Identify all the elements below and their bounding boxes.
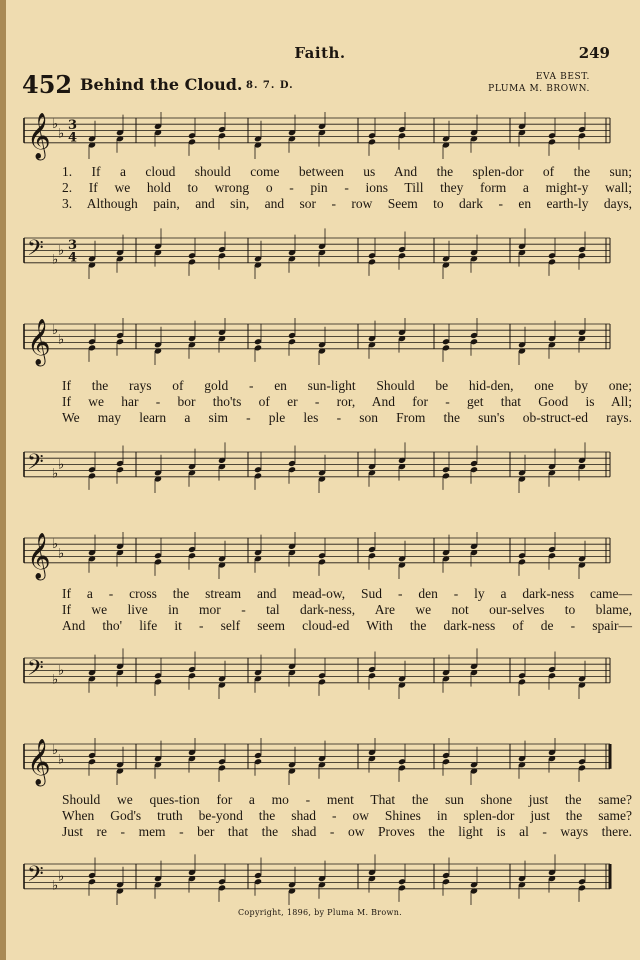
flat-icon: ♭ <box>58 546 65 562</box>
treble-staff <box>22 318 614 370</box>
flat-icon: ♭ <box>58 243 65 259</box>
bass-staff <box>22 438 614 498</box>
flat-icon: ♭ <box>52 672 59 688</box>
treble-staff <box>22 532 614 584</box>
lyrics-block <box>62 792 632 840</box>
music-system-1 <box>22 104 632 280</box>
treble-clef-icon: 𝄞 <box>27 738 51 785</box>
flat-icon: ♭ <box>58 332 65 348</box>
lyric-line: We may learn a sim - ple les - son From the sun's ob-struct-ed rays. <box>62 410 632 425</box>
book-spine-shadow <box>0 0 6 960</box>
lyrics-block <box>62 164 632 212</box>
lyric-line: And tho' life it - self seem cloud-ed With the dark-ness of de - spair— <box>62 618 632 633</box>
flat-icon: ♭ <box>52 743 59 759</box>
lyric-line: 2. If we hold to wrong o - pin - ions Till they form a might-y wall; <box>62 180 632 195</box>
treble-clef-icon: 𝄞 <box>27 532 51 579</box>
flat-icon: ♭ <box>58 752 65 768</box>
lyric-line: If a - cross the stream and mead-ow, Sud - den - ly a dark-ness came— <box>62 586 632 601</box>
bass-staff <box>22 850 614 910</box>
lyrics-block <box>62 378 632 426</box>
bass-clef-icon: 𝄢 <box>27 449 44 480</box>
flat-icon: ♭ <box>52 466 59 482</box>
lyric-line: Should we ques-tion for a mo - ment That the sun shone just the same? <box>62 792 632 807</box>
treble-clef-icon: 𝄞 <box>27 112 51 159</box>
bass-clef-icon: 𝄢 <box>27 235 44 266</box>
hymn-meter: 8. 7. D. <box>246 80 294 91</box>
time-signature: 4 <box>68 250 78 266</box>
treble-staff <box>22 112 614 164</box>
treble-clef-icon: 𝄞 <box>27 318 51 365</box>
time-signature: 3 <box>68 118 78 133</box>
music-system-2 <box>22 310 632 490</box>
flat-icon: ♭ <box>52 117 59 133</box>
flat-icon: ♭ <box>58 663 65 679</box>
bass-clef-icon: 𝄢 <box>27 655 44 686</box>
flat-icon: ♭ <box>52 323 59 339</box>
flat-icon: ♭ <box>52 537 59 553</box>
lyric-line: If we har - bor tho'ts of er - ror, And for - get that Good is All; <box>62 394 632 409</box>
time-signature: 3 <box>68 238 78 253</box>
lyric-line: 1. If a cloud should come between us And the splen-dor of the sun; <box>62 164 632 179</box>
lyric-line: 3. Although pain, and sin, and sor - row Seem to dark - en earth-ly days, <box>62 196 632 211</box>
flat-icon: ♭ <box>58 126 65 142</box>
music-system-3 <box>22 524 632 704</box>
copyright-notice: Copyright, 1896, by Pluma M. Brown. <box>238 908 402 917</box>
running-title: Faith. <box>294 44 346 62</box>
bass-staff <box>22 644 614 704</box>
treble-staff <box>22 738 614 790</box>
page-number: 249 <box>578 44 610 62</box>
flat-icon: ♭ <box>58 869 65 885</box>
flat-icon: ♭ <box>58 457 65 473</box>
lyric-line: When God's truth be-yond the shad - ow Shines in splen-dor just the same? <box>62 808 632 823</box>
hymn-number: 452 <box>22 70 73 99</box>
lyrics-block <box>62 586 632 634</box>
lyric-line: Just re - mem - ber that the shad - ow Proves the light is al - ways there. <box>62 824 632 839</box>
bass-staff <box>22 224 614 284</box>
author-credit: EVA BEST. <box>535 72 590 82</box>
lyric-line: If we live in mor - tal dark-ness, Are we not our-selves to blame, <box>62 602 632 617</box>
flat-icon: ♭ <box>52 252 59 268</box>
lyric-line: If the rays of gold - en sun-light Should be hid-den, one by one; <box>62 378 632 393</box>
composer-credit: PLUMA M. BROWN. <box>488 84 590 94</box>
music-system-4 <box>22 730 632 908</box>
time-signature: 4 <box>68 130 78 146</box>
flat-icon: ♭ <box>52 878 59 894</box>
bass-clef-icon: 𝄢 <box>27 861 44 892</box>
hymn-title: Behind the Cloud. <box>80 75 243 94</box>
